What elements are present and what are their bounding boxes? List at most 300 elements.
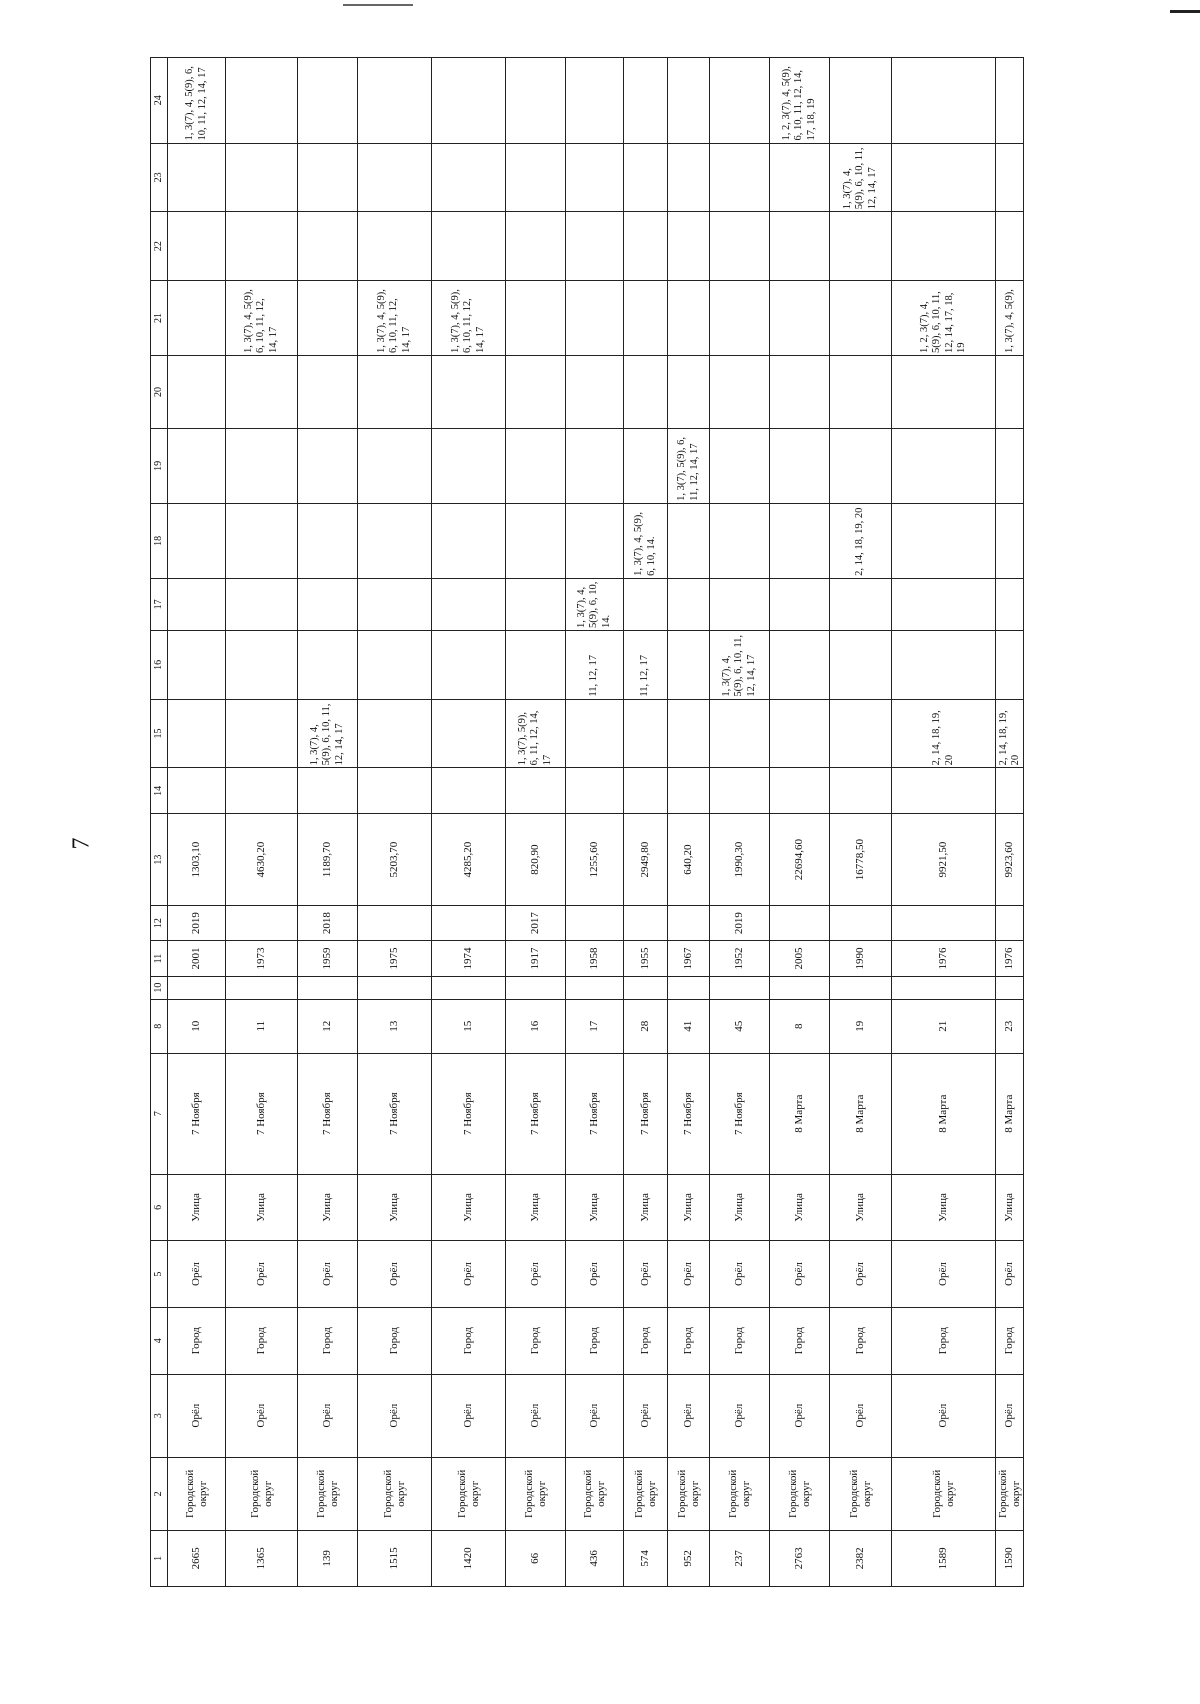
table-cell: 21 (892, 999, 996, 1053)
column-header: 22 (151, 212, 168, 281)
table-cell (624, 428, 668, 503)
table-cell (710, 428, 770, 503)
table-cell (770, 356, 830, 429)
table-cell (996, 58, 1024, 144)
table-row (358, 58, 432, 1587)
table-cell (432, 143, 506, 212)
table-cell: Город (168, 1307, 226, 1374)
table-cell (710, 281, 770, 356)
table-cell: 1, 3(7), 4, 5(9), 6, 10, 14. (624, 503, 668, 578)
table-cell: 1990 (830, 941, 892, 976)
table-cell: 1, 3(7), 4, 5(9), 6, 10, 14. (566, 578, 624, 630)
table-cell: Городской округ (566, 1457, 624, 1530)
table-cell (168, 281, 226, 356)
table-cell: 7 Ноября (710, 1053, 770, 1174)
table-cell (830, 428, 892, 503)
table-cell (710, 976, 770, 999)
table-cell (996, 630, 1024, 699)
table-cell: 13 (358, 999, 432, 1053)
table-cell: Улица (566, 1174, 624, 1241)
table-cell: 11, 12, 17 (624, 630, 668, 699)
table-cell: Городской округ (624, 1457, 668, 1530)
table-cell: 7 Ноября (358, 1053, 432, 1174)
table-cell: Город (358, 1307, 432, 1374)
table-cell: 1, 2, 3(7), 4, 5(9), 6, 10, 11, 12, 14, 17, 18, 19 (892, 281, 996, 356)
table-cell (432, 768, 506, 814)
table-cell (830, 905, 892, 940)
table-cell (624, 768, 668, 814)
table-cell (892, 578, 996, 630)
table-cell (506, 630, 566, 699)
table-cell: Орёл (432, 1374, 506, 1457)
table-cell (506, 578, 566, 630)
table-cell (668, 212, 710, 281)
table-cell (566, 212, 624, 281)
table-cell (770, 212, 830, 281)
table-cell (298, 768, 358, 814)
table-cell: Городской округ (996, 1457, 1024, 1530)
table-cell: 2001 (168, 941, 226, 976)
table-cell: 1, 3(7), 4, 5(9), 6, 10, 11, 12, 14, 17 (226, 281, 298, 356)
column-header: 23 (151, 143, 168, 212)
table-cell (226, 699, 298, 768)
table-cell (358, 905, 432, 940)
table-cell (298, 212, 358, 281)
table-cell: Улица (168, 1174, 226, 1241)
table-cell: Город (624, 1307, 668, 1374)
table-cell (168, 503, 226, 578)
table-cell: 7 Ноября (298, 1053, 358, 1174)
table-cell: 41 (668, 999, 710, 1053)
table-cell (168, 768, 226, 814)
table-cell (830, 578, 892, 630)
table-row (298, 58, 358, 1587)
table-cell (226, 768, 298, 814)
table-cell: 16778,50 (830, 814, 892, 906)
table-cell: 1959 (298, 941, 358, 976)
table-cell: Город (996, 1307, 1024, 1374)
table-cell (830, 976, 892, 999)
table-cell: 640,20 (668, 814, 710, 906)
table-cell: 1303,10 (168, 814, 226, 906)
table-cell (358, 428, 432, 503)
table-cell (226, 428, 298, 503)
table-row (566, 58, 624, 1587)
table-cell: Город (892, 1307, 996, 1374)
table-cell (624, 281, 668, 356)
table-cell: 1976 (892, 941, 996, 976)
table-cell: Город (830, 1307, 892, 1374)
corner-mark (1170, 10, 1200, 13)
page-number: 7 (68, 837, 95, 850)
table-cell (358, 976, 432, 999)
table-cell (506, 143, 566, 212)
table-cell (892, 428, 996, 503)
table-cell (506, 356, 566, 429)
table-cell: 1420 (432, 1530, 506, 1586)
table-cell (830, 768, 892, 814)
table-cell (432, 578, 506, 630)
table-cell (358, 578, 432, 630)
table-cell: 1, 3(7), 4, 5(9), 6, 10, 11, 12, 14, 17 (358, 281, 432, 356)
table-cell (770, 630, 830, 699)
table-cell (770, 905, 830, 940)
table-cell: 19 (830, 999, 892, 1053)
table-cell: 2005 (770, 941, 830, 976)
column-header: 19 (151, 428, 168, 503)
column-header: 3 (151, 1374, 168, 1457)
table-cell: 1952 (710, 941, 770, 976)
table-row (830, 58, 892, 1587)
table-cell (830, 58, 892, 144)
table-cell: Орёл (298, 1374, 358, 1457)
table-cell (358, 699, 432, 768)
table-cell: 1917 (506, 941, 566, 976)
table-cell: Орёл (358, 1374, 432, 1457)
table-cell (432, 428, 506, 503)
table-cell: 1, 3(7), 4, 5(9), 6, 10, 11, 12, 14, 17 (710, 630, 770, 699)
table-cell: 7 Ноября (624, 1053, 668, 1174)
table-cell: 5203,70 (358, 814, 432, 906)
table-cell (358, 212, 432, 281)
table-cell: 2382 (830, 1530, 892, 1586)
table-cell (770, 578, 830, 630)
table-cell (710, 212, 770, 281)
table-cell (566, 281, 624, 356)
table-cell: 952 (668, 1530, 710, 1586)
table-cell (668, 976, 710, 999)
table-cell: Орёл (226, 1374, 298, 1457)
table-cell (770, 281, 830, 356)
table-cell: Город (668, 1307, 710, 1374)
table-cell (668, 356, 710, 429)
table-cell (624, 699, 668, 768)
table-cell (996, 356, 1024, 429)
table-cell: 11 (226, 999, 298, 1053)
table-cell: Городской округ (830, 1457, 892, 1530)
table-cell: 1589 (892, 1530, 996, 1586)
table-cell: Город (710, 1307, 770, 1374)
table-cell (710, 768, 770, 814)
table-cell: 2949,80 (624, 814, 668, 906)
table-cell: 1967 (668, 941, 710, 976)
table-cell: 2019 (168, 905, 226, 940)
table-cell: Улица (298, 1174, 358, 1241)
top-rule (343, 4, 413, 6)
table-cell (298, 356, 358, 429)
table-cell (226, 356, 298, 429)
table-cell: Орёл (566, 1374, 624, 1457)
table-cell (298, 578, 358, 630)
table-cell (770, 428, 830, 503)
table-row (892, 58, 996, 1587)
column-header: 1 (151, 1530, 168, 1586)
table-cell (668, 905, 710, 940)
table-cell: 7 Ноября (668, 1053, 710, 1174)
table-cell (996, 905, 1024, 940)
table-cell: 2017 (506, 905, 566, 940)
table-cell: Орёл (996, 1241, 1024, 1308)
table-cell: 17 (566, 999, 624, 1053)
column-header: 12 (151, 905, 168, 940)
table-cell: 8 Марта (892, 1053, 996, 1174)
table-cell: 7 Ноября (506, 1053, 566, 1174)
table-cell: 1, 2, 3(7), 4, 5(9), 6, 10, 11, 12, 14, 17, 18, 19 (770, 58, 830, 144)
table-cell (668, 578, 710, 630)
table-cell: 15 (432, 999, 506, 1053)
header-row (151, 58, 168, 1587)
table-cell (168, 699, 226, 768)
table-cell (830, 630, 892, 699)
table-cell: Городской округ (668, 1457, 710, 1530)
table-row (624, 58, 668, 1587)
table-cell: Город (298, 1307, 358, 1374)
table-cell: 139 (298, 1530, 358, 1586)
table-cell (892, 503, 996, 578)
table-cell (432, 630, 506, 699)
table-cell (226, 630, 298, 699)
table-cell: 237 (710, 1530, 770, 1586)
table-cell: Городской округ (432, 1457, 506, 1530)
table-cell (298, 58, 358, 144)
table-cell: Городской округ (358, 1457, 432, 1530)
table-cell: Город (226, 1307, 298, 1374)
table-cell: Орёл (710, 1374, 770, 1457)
table-row (432, 58, 506, 1587)
table-cell (624, 905, 668, 940)
table-cell (668, 630, 710, 699)
table-cell (996, 578, 1024, 630)
table-cell: Городской округ (892, 1457, 996, 1530)
table-cell: 1990,30 (710, 814, 770, 906)
table-cell: Улица (996, 1174, 1024, 1241)
table-cell: Город (566, 1307, 624, 1374)
table-cell (996, 768, 1024, 814)
table-cell (168, 143, 226, 212)
table-cell: 1975 (358, 941, 432, 976)
table-cell (624, 143, 668, 212)
table-cell (566, 976, 624, 999)
table-cell: 16 (506, 999, 566, 1053)
table-cell (566, 905, 624, 940)
table-cell (710, 143, 770, 212)
table-cell: Орёл (668, 1241, 710, 1308)
table-cell: Орёл (892, 1374, 996, 1457)
table-cell: 45 (710, 999, 770, 1053)
table-cell (996, 503, 1024, 578)
column-header: 14 (151, 768, 168, 814)
table-cell (432, 699, 506, 768)
column-header: 5 (151, 1241, 168, 1308)
table-cell (624, 976, 668, 999)
table-cell (432, 976, 506, 999)
table-cell (892, 58, 996, 144)
table-cell: Орёл (358, 1241, 432, 1308)
table-row (506, 58, 566, 1587)
table-cell (358, 58, 432, 144)
table-cell (996, 143, 1024, 212)
table-cell (298, 281, 358, 356)
table-cell (996, 428, 1024, 503)
column-header: 17 (151, 578, 168, 630)
table-area (150, 57, 1080, 1587)
table-cell (566, 143, 624, 212)
table-cell (892, 976, 996, 999)
table-cell (624, 356, 668, 429)
table-cell: Улица (830, 1174, 892, 1241)
table-cell (506, 768, 566, 814)
column-header: 8 (151, 999, 168, 1053)
table-cell: Городской округ (168, 1457, 226, 1530)
table-cell (770, 976, 830, 999)
table-cell: Городской округ (770, 1457, 830, 1530)
table-cell: 1189,70 (298, 814, 358, 906)
column-header: 16 (151, 630, 168, 699)
table-cell (298, 976, 358, 999)
column-header: 18 (151, 503, 168, 578)
table-cell (566, 503, 624, 578)
table-cell (226, 578, 298, 630)
table-cell: 1255,60 (566, 814, 624, 906)
table-cell: 1974 (432, 941, 506, 976)
table-cell (432, 503, 506, 578)
table-cell: Улица (506, 1174, 566, 1241)
table-cell (168, 428, 226, 503)
table-cell (226, 503, 298, 578)
table-cell: 2665 (168, 1530, 226, 1586)
table-cell: 8 Марта (770, 1053, 830, 1174)
table-cell: Орёл (892, 1241, 996, 1308)
table-cell (432, 905, 506, 940)
column-header: 11 (151, 941, 168, 976)
table-cell: 4630,20 (226, 814, 298, 906)
table-cell: 2, 14, 18, 19, 20 (996, 699, 1024, 768)
table-cell: 12 (298, 999, 358, 1053)
table-cell: Городской округ (710, 1457, 770, 1530)
table-cell (892, 905, 996, 940)
table-cell (566, 768, 624, 814)
table-cell: 1973 (226, 941, 298, 976)
table-cell (432, 58, 506, 144)
table-cell: Город (506, 1307, 566, 1374)
table-cell (624, 578, 668, 630)
table-row (996, 58, 1024, 1587)
table-body (168, 58, 1024, 1587)
table-cell: Орёл (566, 1241, 624, 1308)
table-cell (506, 976, 566, 999)
table-cell (358, 356, 432, 429)
table-cell: 1365 (226, 1530, 298, 1586)
column-header: 21 (151, 281, 168, 356)
table-cell: 1958 (566, 941, 624, 976)
column-header: 7 (151, 1053, 168, 1174)
table-cell (668, 58, 710, 144)
table-cell (506, 58, 566, 144)
table-cell (168, 356, 226, 429)
table-cell (892, 143, 996, 212)
column-header: 2 (151, 1457, 168, 1530)
table-cell (892, 768, 996, 814)
table-cell (298, 143, 358, 212)
table-cell: Городской округ (226, 1457, 298, 1530)
table-cell (830, 212, 892, 281)
table-cell (506, 428, 566, 503)
table-cell (770, 503, 830, 578)
table-cell: 23 (996, 999, 1024, 1053)
table-cell: 10 (168, 999, 226, 1053)
table-cell: 2, 14, 18, 19, 20 (892, 699, 996, 768)
table-cell: 1, 3(7), 5(9), 6, 11, 12, 14, 17 (668, 428, 710, 503)
table-cell: Улица (358, 1174, 432, 1241)
table-cell (168, 976, 226, 999)
table-cell (226, 143, 298, 212)
table-cell (226, 58, 298, 144)
table-row (770, 58, 830, 1587)
table-cell: Улица (624, 1174, 668, 1241)
table-cell: 820,90 (506, 814, 566, 906)
table-cell (358, 630, 432, 699)
table-cell: 7 Ноября (566, 1053, 624, 1174)
table-cell: 8 Марта (830, 1053, 892, 1174)
table-cell: Орёл (710, 1241, 770, 1308)
table-cell (566, 58, 624, 144)
table-cell (668, 768, 710, 814)
table-cell: Орёл (770, 1241, 830, 1308)
table-cell: Улица (892, 1174, 996, 1241)
table-cell: 7 Ноября (168, 1053, 226, 1174)
table-cell (996, 976, 1024, 999)
table-cell (830, 699, 892, 768)
table-cell: 1590 (996, 1530, 1024, 1586)
table-cell (566, 356, 624, 429)
table-cell: Орёл (226, 1241, 298, 1308)
table-row (168, 58, 226, 1587)
table-cell: 2018 (298, 905, 358, 940)
table-cell (770, 143, 830, 212)
table-cell (298, 503, 358, 578)
table-cell (506, 212, 566, 281)
table-cell: Орёл (168, 1374, 226, 1457)
table-cell (996, 212, 1024, 281)
table-cell: 1, 3(7), 4, 5(9), 6, 10, 11, 12, 14, 17 (168, 58, 226, 144)
table-cell (624, 58, 668, 144)
table-cell (506, 281, 566, 356)
table-cell: 2763 (770, 1530, 830, 1586)
table-cell (506, 503, 566, 578)
table-cell: 11, 12, 17 (566, 630, 624, 699)
column-header: 15 (151, 699, 168, 768)
table-cell: 8 Марта (996, 1053, 1024, 1174)
table-cell: Орёл (506, 1374, 566, 1457)
table-cell (710, 578, 770, 630)
column-header: 10 (151, 976, 168, 999)
column-header: 20 (151, 356, 168, 429)
data-table (150, 57, 1024, 1587)
table-cell: 1, 3(7), 4, 5(9), 6, 10, 11, 12, 14, 17 (432, 281, 506, 356)
table-cell: Орёл (506, 1241, 566, 1308)
table-cell (624, 212, 668, 281)
table-cell (710, 503, 770, 578)
table-cell (892, 356, 996, 429)
table-cell: 1, 3(7), 5(9), 6, 11, 12, 14, 17 (506, 699, 566, 768)
table-cell (892, 212, 996, 281)
table-cell (668, 143, 710, 212)
table-cell (830, 356, 892, 429)
table-cell (710, 699, 770, 768)
column-header: 13 (151, 814, 168, 906)
table-cell: Орёл (668, 1374, 710, 1457)
table-cell (358, 503, 432, 578)
